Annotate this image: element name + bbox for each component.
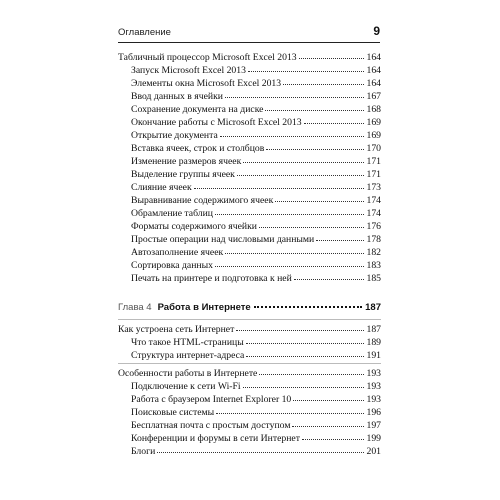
toc-entry-title: Ввод данных в ячейки xyxy=(131,91,223,102)
toc-entry-page: 182 xyxy=(366,247,381,258)
leader-dots xyxy=(215,257,365,267)
section-divider xyxy=(118,363,381,364)
leader-dots xyxy=(299,49,365,59)
leader-dots xyxy=(236,321,364,331)
leader-dots xyxy=(246,334,365,344)
toc-entry-title: Открытие документа xyxy=(131,130,218,141)
toc-entry-page: 170 xyxy=(366,143,381,154)
leader-dots xyxy=(275,192,364,202)
toc-entry-page: 178 xyxy=(366,234,381,245)
toc-entry-page: 193 xyxy=(366,368,381,379)
toc-entry-page: 189 xyxy=(366,337,381,348)
toc-entry-page: 167 xyxy=(366,91,381,102)
toc-entry-title: Сортировка данных xyxy=(131,260,213,271)
leader-dots xyxy=(304,114,365,124)
toc-entry-title: Вставка ячеек, строк и столбцов xyxy=(131,143,265,154)
toc-entry-title: Как устроена сеть Интернет xyxy=(118,324,235,335)
toc-entry-title: Блоги xyxy=(131,446,156,457)
toc-entry-title: Окончание работы с Microsoft Excel 2013 xyxy=(131,117,302,128)
leader-dots xyxy=(225,244,364,254)
toc-entry-title: Выравнивание содержимого ячеек xyxy=(131,195,274,206)
toc-entry-page: 193 xyxy=(366,394,381,405)
leader-dots xyxy=(283,75,364,85)
toc-entry-title: Бесплатная почта с простым доступом xyxy=(131,420,291,431)
toc-entry-page: 197 xyxy=(366,420,381,431)
toc-entry-title: Печать на принтере и подготовка к ней xyxy=(131,273,292,284)
toc-entry-title: Работа с браузером Internet Explorer 10 xyxy=(131,394,292,405)
leader-dots xyxy=(225,88,365,98)
leader-dots xyxy=(216,404,364,414)
toc-entry-title: Автозаполнение ячеек xyxy=(131,247,224,258)
leader-dots xyxy=(246,347,364,357)
toc-entry-page: 174 xyxy=(366,195,381,206)
toc-entry-page: 173 xyxy=(366,182,381,193)
toc-entry-title: Подключение к сети Wi-Fi xyxy=(131,381,241,392)
toc-entry-title: Особенности работы в Интернете xyxy=(118,368,258,379)
toc-entry-page: 169 xyxy=(366,117,381,128)
leader-dots xyxy=(157,443,364,453)
toc-entry-title: Обрамление таблиц xyxy=(131,208,213,219)
leader-dots xyxy=(265,101,364,111)
toc-entry-page: 164 xyxy=(366,78,381,89)
toc-entry-page: 196 xyxy=(366,407,381,418)
toc-entry[interactable] xyxy=(131,348,381,361)
leader-dots xyxy=(243,153,364,163)
toc-entry-page: 168 xyxy=(366,104,381,115)
toc-entry-title: Форматы содержимого ячейки xyxy=(131,221,257,232)
leader-dots xyxy=(194,179,365,189)
toc-chapter-4[interactable] xyxy=(118,300,381,314)
toc-entry-page: 183 xyxy=(366,260,381,271)
chapter-label: Глава 4 xyxy=(118,302,152,313)
toc-entry-title: Табличный процессор Microsoft Excel 2013 xyxy=(118,52,297,63)
leader-dots xyxy=(237,166,365,176)
toc-entry-page: 176 xyxy=(366,221,381,232)
toc-entry-title: Структура интернет-адреса xyxy=(131,350,245,361)
toc-entry-page: 185 xyxy=(366,273,381,284)
toc-entry-title: Что такое HTML-страницы xyxy=(131,337,244,348)
toc-entry-title: Запуск Microsoft Excel 2013 xyxy=(131,65,246,76)
leader-dots xyxy=(294,270,365,280)
leader-dots xyxy=(220,127,365,137)
toc-entry-page: 187 xyxy=(366,324,381,335)
toc-entry-page: 191 xyxy=(366,350,381,361)
toc-entry-title: Элементы окна Microsoft Excel 2013 xyxy=(131,78,282,89)
header-page-number: 9 xyxy=(373,24,380,38)
toc-entry-page: 164 xyxy=(366,52,381,63)
leader-dots xyxy=(292,417,364,427)
chapter-page: 187 xyxy=(365,302,381,313)
toc-entry-page: 169 xyxy=(366,130,381,141)
leader-dots xyxy=(316,231,364,241)
leader-dots xyxy=(293,391,364,401)
toc-entry[interactable] xyxy=(131,271,381,284)
toc-entry-title: Изменение размеров ячеек xyxy=(131,156,242,167)
toc-entry-page: 171 xyxy=(366,156,381,167)
section-divider xyxy=(118,319,381,320)
toc-entry-title: Выделение группы ячеек xyxy=(131,169,235,180)
toc-entry[interactable] xyxy=(131,444,381,457)
leader-dots xyxy=(302,430,365,440)
toc-entry-title: Сохранение документа на диске xyxy=(131,104,264,115)
toc-entry-title: Слияние ячеек xyxy=(131,182,192,193)
toc-entry-page: 171 xyxy=(366,169,381,180)
leader-dots xyxy=(259,218,365,228)
leader-dots xyxy=(248,62,365,72)
toc-entry-page: 201 xyxy=(366,446,381,457)
toc-entry-page: 174 xyxy=(366,208,381,219)
toc-entry-title: Поисковые системы xyxy=(131,407,215,418)
leader-dots xyxy=(266,140,364,150)
leader-dots xyxy=(243,378,365,388)
leader-dots xyxy=(215,205,365,215)
toc-entry-title: Простые операции над числовыми данными xyxy=(131,234,315,245)
toc-entry-page: 193 xyxy=(366,381,381,392)
leader-dots xyxy=(254,298,362,308)
toc-entry-page: 199 xyxy=(366,433,381,444)
toc-entry-page: 164 xyxy=(366,65,381,76)
chapter-title: Работа в Интернете xyxy=(157,302,251,313)
leader-dots xyxy=(259,365,364,375)
header-title: Оглавление xyxy=(118,27,171,38)
toc-entry-title: Конференции и форумы в сети Интернет xyxy=(131,433,300,444)
